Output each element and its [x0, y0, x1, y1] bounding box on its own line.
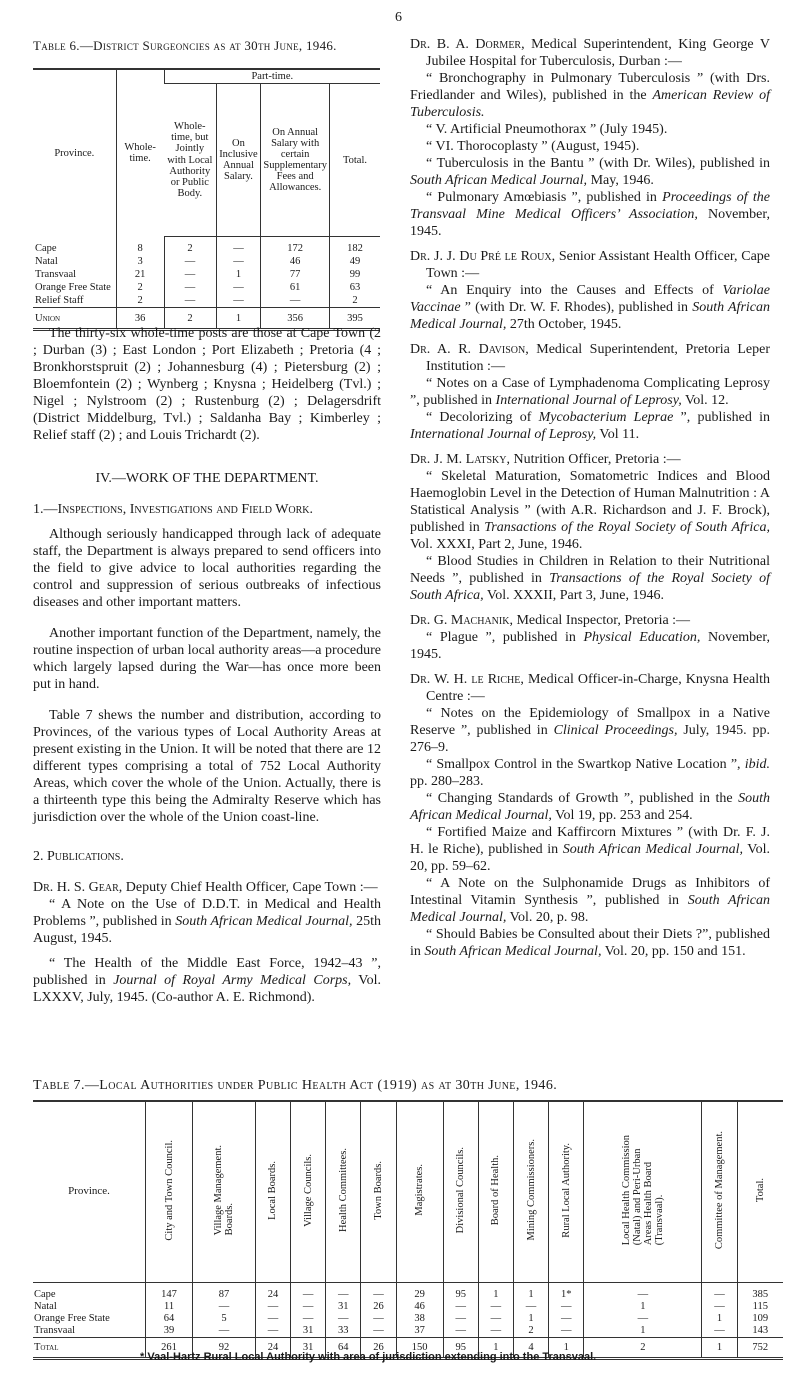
cell: —	[291, 1313, 326, 1325]
cell: 21	[116, 268, 164, 281]
col-header	[584, 1101, 702, 1283]
table-row	[33, 1313, 783, 1325]
cell: 99	[329, 268, 380, 281]
publication	[33, 955, 381, 1006]
author-desc: Medical Officer-in-Charge, Knysna Health Centre :—	[426, 672, 770, 704]
pub-text: Vol. LXXXV, July, 1945. (Co-author A. E. Richmond).	[33, 973, 381, 1005]
col-annual-salary: On Annual Salary with certain Supplementary Fees and Allowances.	[261, 84, 330, 237]
province-cell: Natal	[35, 256, 58, 267]
cell: 31	[291, 1338, 326, 1359]
table7-local-authorities	[33, 1100, 783, 1360]
sub-heading: 2. Publications.	[33, 849, 124, 864]
cell: 2	[164, 308, 216, 330]
col-header-label: Local Health Commission (Natal) and Peri-Urban Areas Health Board (Transvaal).	[620, 1135, 665, 1246]
pub-text: Vol 11.	[596, 427, 640, 442]
col-province: Province.	[33, 69, 116, 237]
col-header	[513, 1101, 548, 1283]
cell: —	[164, 268, 216, 281]
col-header-label: Local Boards.	[267, 1160, 279, 1220]
pub-text: “ A Note on the Use of D.D.T. in Medical and Health Problems ”, published in	[33, 897, 381, 929]
cell: —	[216, 255, 261, 268]
right-column	[410, 36, 770, 960]
author-desc: Medical Superintendent, Pretoria Leper Institution :—	[426, 342, 770, 374]
cell: —	[216, 281, 261, 294]
author-entry	[410, 248, 770, 282]
paragraph: Another important function of the Department, namely, the routine inspection of urban local authority areas—a procedure which largely lapsed during the War—has once more been put in hand.	[33, 626, 381, 692]
author-entry	[410, 671, 770, 705]
province-cell: Relief Staff	[35, 295, 84, 306]
cell: 356	[261, 308, 330, 330]
col-header-label: Rural Local Authority.	[560, 1142, 572, 1238]
table7-footnote: * Vaal-Hartz Rural Local Authority with area of jurisdiction extending into the Transvaal.	[140, 1351, 597, 1363]
col-header	[255, 1101, 290, 1283]
cell: 24	[255, 1283, 290, 1302]
left-column	[33, 325, 381, 1006]
pub-text: Vol. XXXI, Part 2, June, 1946.	[410, 537, 583, 552]
cell: 1	[513, 1313, 548, 1325]
pub-text: “ Smallpox Control in the Swartkop Native Location ”,	[426, 757, 745, 772]
cell: 24	[255, 1338, 290, 1359]
cell: —	[513, 1301, 548, 1313]
author-entry	[410, 341, 770, 375]
cell: 752	[737, 1338, 783, 1359]
publication	[410, 468, 770, 553]
col-header	[361, 1101, 396, 1283]
page-number: 6	[395, 10, 402, 25]
paragraph: Although seriously handicapped through lack of adequate staff, the Department is always prepared to send officers into the field to give advice to local authorities regarding the control and suppression of serious outbreaks of infectious diseases and other important matters.	[33, 527, 381, 610]
journal: Journal of Royal Army Medical Corps,	[113, 973, 352, 988]
pub-text: 25th August, 1945.	[33, 914, 381, 946]
cell: —	[478, 1325, 513, 1338]
part-time-header: Part-time.	[164, 69, 380, 84]
author-name: Dr. H. S. Gear,	[33, 880, 123, 895]
publication	[33, 896, 381, 947]
cell: 261	[146, 1338, 193, 1359]
col-header	[146, 1101, 193, 1283]
journal: South African Medical Journal,	[175, 914, 353, 929]
cell: 31	[326, 1301, 361, 1313]
cell: 39	[146, 1325, 193, 1338]
cell: 385	[737, 1283, 783, 1302]
pub-text: ” (with Dr. W. F. Rhodes), published in	[460, 300, 693, 315]
cell: —	[261, 294, 330, 308]
publication	[410, 189, 770, 240]
publication	[410, 70, 770, 121]
cell: —	[326, 1283, 361, 1302]
col-header	[737, 1101, 783, 1283]
paragraph: The thirty-six whole-time posts are those at Cape Town (2 ; Durban (3) ; East London ; Port Elizabeth ; Pretoria (4 ; Bronkhorstspruit (2) ; Johannesburg (4) ; Pietersburg (2) ; Bloemfontein (2) ; Wynberg ; Knysna ; Heidelberg (Tvl.) ; Nigel ; Nylstroom (2) ; Rustenburg (2) ; Delagersdrift (District Middelburg, Tvl.) ; Saldanha Bay ; Kimberley ; Relief staff (2) ; and Louis Trichardt (2).	[33, 326, 381, 443]
cell: —	[549, 1313, 584, 1325]
pub-text: “ Blood Studies in Children in Relation to their Nutritional Needs ”, published in	[410, 554, 770, 586]
pub-text: “ The Health of the Middle East Force, 1942–43 ”, published in	[33, 956, 381, 988]
cell: 26	[361, 1338, 396, 1359]
pub-text: “ Notes on a Case of Lymphadenoma Complicating Leprosy ”, published in	[410, 376, 770, 408]
cell: 1	[513, 1283, 548, 1302]
italic-term: ibid.	[744, 757, 770, 772]
pub-text: May, 1946.	[587, 173, 654, 188]
cell: 64	[146, 1313, 193, 1325]
cell: 2	[164, 237, 216, 256]
cell: 8	[116, 237, 164, 256]
publication	[410, 824, 770, 875]
cell: 172	[261, 237, 330, 256]
col-header	[478, 1101, 513, 1283]
pub-text: July, 1945. pp. 276–9.	[410, 723, 770, 755]
table-row	[33, 1301, 783, 1313]
col-header-label: Town Boards.	[372, 1160, 384, 1220]
cell: —	[702, 1283, 737, 1302]
col-total: Total.	[329, 84, 380, 237]
paragraph: Table 7 shews the number and distribution, according to Provinces, of the various types of Local Authority Areas at present existing in the Union. It will be noted that there are 12 different types comprising a total of 752 Local Authority Areas, which cover the whole of the Union. Actually, there is a thirteenth type this being the Admiralty Reserve which has jurisdiction over the whole of the Union coast-line.	[33, 708, 381, 825]
pub-text: “ Plague ”, published in	[426, 630, 584, 645]
cell: 49	[329, 255, 380, 268]
province-cell: Transvaal	[34, 1325, 76, 1337]
publication	[410, 790, 770, 824]
cell: 2	[513, 1325, 548, 1338]
author-name: Dr. G. Machanik,	[410, 613, 513, 628]
publication	[410, 629, 770, 663]
col-header	[291, 1101, 326, 1283]
author-name: Dr. W. H. le Riche,	[410, 672, 524, 687]
publication	[410, 705, 770, 756]
author-desc: Medical Superintendent, King George V Jubilee Hospital for Tuberculosis, Durban :—	[426, 37, 770, 69]
cell: 2	[329, 294, 380, 308]
table-row	[33, 268, 380, 281]
cell: —	[361, 1325, 396, 1338]
pub-text: “ Pulmonary Amœbiasis ”, published in	[426, 190, 663, 205]
journal: South African Medical Journal,	[410, 173, 588, 188]
cell: —	[216, 294, 261, 308]
author-entry	[33, 879, 381, 896]
publication: “ VI. Thorocoplasty ” (August, 1945).	[426, 139, 640, 154]
journal: Physical Education,	[583, 630, 701, 645]
table-row	[33, 255, 380, 268]
author-desc: Nutrition Officer, Pretoria :—	[509, 452, 681, 467]
pub-text: Vol. 20, pp. 150 and 151.	[601, 944, 746, 959]
cell: 2	[116, 281, 164, 294]
province-cell: Orange Free State	[34, 1313, 110, 1325]
cell: 31	[291, 1325, 326, 1338]
author-desc: Medical Inspector, Pretoria :—	[512, 613, 691, 628]
province-cell: Union	[33, 308, 116, 330]
publication	[410, 553, 770, 604]
cell: —	[216, 237, 261, 256]
pub-text: Vol. 20, p. 98.	[506, 910, 589, 925]
col-header-label: Total.	[754, 1178, 766, 1203]
table-row	[33, 281, 380, 294]
publication	[410, 926, 770, 960]
table6-district-surgeoncies	[33, 68, 380, 331]
cell: —	[478, 1313, 513, 1325]
pub-text: Vol. 20, pp. 59–62.	[410, 842, 770, 874]
col-header-label: Health Committees.	[337, 1148, 349, 1233]
cell: 63	[329, 281, 380, 294]
col-province: Province.	[33, 1101, 146, 1283]
pub-text: “ Decolorizing of	[426, 410, 539, 425]
pub-text: 27th October, 1945.	[506, 317, 622, 332]
cell: 46	[396, 1301, 443, 1313]
cell: 11	[146, 1301, 193, 1313]
table-row	[33, 1325, 783, 1338]
col-header	[702, 1101, 737, 1283]
publication	[410, 155, 770, 189]
cell: 395	[329, 308, 380, 330]
cell: —	[255, 1301, 290, 1313]
pub-text: “ Fortified Maize and Kaffircorn Mixtures ” (with Dr. F. J. H. le Riche), published in	[410, 825, 770, 857]
col-header-label: Divisional Councils.	[455, 1147, 467, 1234]
cell: 77	[261, 268, 330, 281]
publication: “ V. Artificial Pneumothorax ” (July 1945).	[426, 122, 668, 137]
author-entry	[410, 451, 770, 468]
province-cell: Orange Free State	[35, 282, 111, 293]
cell: —	[164, 294, 216, 308]
italic-term: Mycobacterium Leprae	[538, 410, 674, 425]
journal: South African Medical Journal,	[562, 842, 743, 857]
col-header	[193, 1101, 256, 1283]
cell: 26	[361, 1301, 396, 1313]
cell: 1	[584, 1301, 702, 1313]
pub-text: “ Changing Standards of Growth ”, published in the	[426, 791, 739, 806]
cell: —	[164, 255, 216, 268]
cell: —	[443, 1325, 478, 1338]
cell: —	[255, 1313, 290, 1325]
cell: 33	[326, 1325, 361, 1338]
pub-text: “ Bronchography in Pulmonary Tuberculosis ” (with Drs. Friedlander and Wiles), published in the	[410, 71, 770, 103]
author-desc: Deputy Chief Health Officer, Cape Town :—	[122, 880, 378, 895]
col-header-label: Magistrates.	[414, 1164, 426, 1217]
table-row	[33, 294, 380, 308]
table7-title: Table 7.—Local Authorities under Public Health Act (1919) as at 30th June, 1946.	[33, 1078, 558, 1093]
col-header-label: Village Councils.	[302, 1153, 314, 1227]
col-header-label: Mining Commissioners.	[525, 1139, 537, 1241]
author-entry	[410, 36, 770, 70]
cell: 1	[702, 1338, 737, 1359]
author-name: Dr. J. M. Latsky,	[410, 452, 510, 467]
cell: —	[549, 1301, 584, 1313]
province-cell: Transvaal	[35, 269, 77, 280]
cell: —	[361, 1313, 396, 1325]
pub-text: November, 1945.	[410, 207, 770, 239]
cell: 95	[443, 1338, 478, 1359]
col-whole-time-jointly: Whole-time, but Jointly with Local Authority or Public Body.	[164, 84, 216, 237]
cell: —	[478, 1301, 513, 1313]
sub-heading: 1.—Inspections, Investigations and Field Work.	[33, 502, 314, 517]
province-cell: Total	[33, 1338, 146, 1359]
publication	[410, 375, 770, 409]
cell: 1*	[549, 1283, 584, 1302]
journal: Clinical Proceedings,	[553, 723, 678, 738]
author-desc: Senior Assistant Health Officer, Cape Town :—	[426, 249, 770, 281]
cell: 1	[478, 1338, 513, 1359]
pub-text: “ Tuberculosis in the Bantu ” (with Dr. Wiles), published in	[426, 156, 770, 171]
pub-text: “ Skeletal Maturation, Somatometric Indices and Blood Haemoglobin Level in the Detection of Human Malnutrition : A Statistical Analysis ” (with A.R. Richardson and J. F. Brock), published in	[410, 469, 770, 535]
cell: 1	[478, 1283, 513, 1302]
col-header-label: Board of Health.	[490, 1155, 502, 1226]
cell: —	[702, 1301, 737, 1313]
cell: 87	[193, 1283, 256, 1302]
publication	[410, 409, 770, 443]
journal: South African Medical Journal,	[410, 300, 770, 332]
journal: South African Medical Journal,	[424, 944, 602, 959]
journal: South African Medical Journal,	[410, 893, 770, 925]
pub-text: pp. 280–283.	[410, 774, 484, 789]
cell: 1	[549, 1338, 584, 1359]
author-name: Dr. J. J. Du Pré le Roux,	[410, 249, 556, 264]
table-row	[33, 237, 380, 256]
publication	[410, 875, 770, 926]
journal: South African Medical Journal,	[410, 791, 770, 823]
cell: —	[291, 1283, 326, 1302]
pub-text: “ An Enquiry into the Causes and Effects of	[426, 283, 723, 298]
journal: International Journal of Leprosy,	[410, 427, 597, 442]
col-header	[443, 1101, 478, 1283]
cell: 37	[396, 1325, 443, 1338]
cell: —	[193, 1325, 256, 1338]
pub-text: Vol. XXXII, Part 3, June, 1946.	[483, 588, 664, 603]
cell: 38	[396, 1313, 443, 1325]
cell: 1	[216, 268, 261, 281]
col-header-label: Committee of Management.	[714, 1131, 725, 1250]
cell: 61	[261, 281, 330, 294]
province-cell: Natal	[34, 1301, 57, 1313]
cell: 5	[193, 1313, 256, 1325]
table6-title: Table 6.—District Surgeoncies as at 30th June, 1946.	[33, 38, 337, 53]
italic-term: Variolae Vaccinae	[410, 283, 770, 315]
cell: —	[255, 1325, 290, 1338]
cell: 2	[584, 1338, 702, 1359]
pub-text: Vol. 12.	[681, 393, 729, 408]
province-cell: Cape	[35, 242, 57, 254]
pub-text: “ A Note on the Sulphonamide Drugs as Inhibitors of Intestinal Vitamin Synthesis ”, published in	[410, 876, 770, 908]
cell: 109	[737, 1313, 783, 1325]
cell: 143	[737, 1325, 783, 1338]
col-header-label: City and Town Council.	[163, 1139, 175, 1241]
col-header	[396, 1101, 443, 1283]
publication	[410, 282, 770, 333]
province-cell: Cape	[34, 1289, 56, 1301]
pub-text: ”, published in	[673, 410, 770, 425]
author-entry	[410, 612, 770, 629]
cell: —	[326, 1313, 361, 1325]
cell: —	[443, 1301, 478, 1313]
col-inclusive-salary: On Inclusive Annual Salary.	[216, 84, 261, 237]
cell: —	[702, 1325, 737, 1338]
cell: —	[584, 1283, 702, 1302]
cell: —	[291, 1301, 326, 1313]
cell: 1	[584, 1325, 702, 1338]
col-whole-time: Whole-time.	[116, 69, 164, 237]
pub-text: November, 1945.	[410, 630, 770, 662]
section-heading: IV.—WORK OF THE DEPARTMENT.	[95, 471, 319, 486]
author-name: Dr. B. A. Dormer,	[410, 37, 525, 52]
journal: American Review of Tuberculosis.	[410, 88, 770, 120]
journal: Transactions of the Royal Society of South Africa,	[410, 571, 771, 603]
cell: 147	[146, 1283, 193, 1302]
cell: 2	[116, 294, 164, 308]
pub-text: “ Should Babies be Consulted about their Diets ?”, published in	[410, 927, 770, 959]
cell: 3	[116, 255, 164, 268]
cell: —	[164, 281, 216, 294]
table7-header-row	[33, 1101, 783, 1283]
cell: —	[193, 1301, 256, 1313]
cell: 150	[396, 1338, 443, 1359]
cell: 46	[261, 255, 330, 268]
pub-text: Vol 19, pp. 253 and 254.	[551, 808, 693, 823]
col-header	[549, 1101, 584, 1283]
cell: 36	[116, 308, 164, 330]
journal: International Journal of Leprosy,	[495, 393, 682, 408]
cell: 182	[329, 237, 380, 256]
pub-text: “ Notes on the Epidemiology of Smallpox in a Native Reserve ”, published in	[410, 706, 770, 738]
cell: 92	[193, 1338, 256, 1359]
cell: —	[584, 1313, 702, 1325]
journal: Proceedings of the Transvaal Mine Medical Officers’ Association,	[410, 190, 770, 222]
cell: —	[361, 1283, 396, 1302]
publication	[410, 756, 770, 790]
journal: Transactions of the Royal Society of South Africa,	[484, 520, 770, 535]
cell: —	[443, 1313, 478, 1325]
cell: 1	[702, 1313, 737, 1325]
cell: 95	[443, 1283, 478, 1302]
cell: 64	[326, 1338, 361, 1359]
cell: —	[549, 1325, 584, 1338]
author-name: Dr. A. R. Davison,	[410, 342, 529, 357]
cell: 1	[216, 308, 261, 330]
col-header	[326, 1101, 361, 1283]
col-header-label: Village Management. Boards.	[212, 1145, 235, 1236]
cell: 29	[396, 1283, 443, 1302]
cell: 4	[513, 1338, 548, 1359]
cell: 115	[737, 1301, 783, 1313]
table-row	[33, 1283, 783, 1302]
